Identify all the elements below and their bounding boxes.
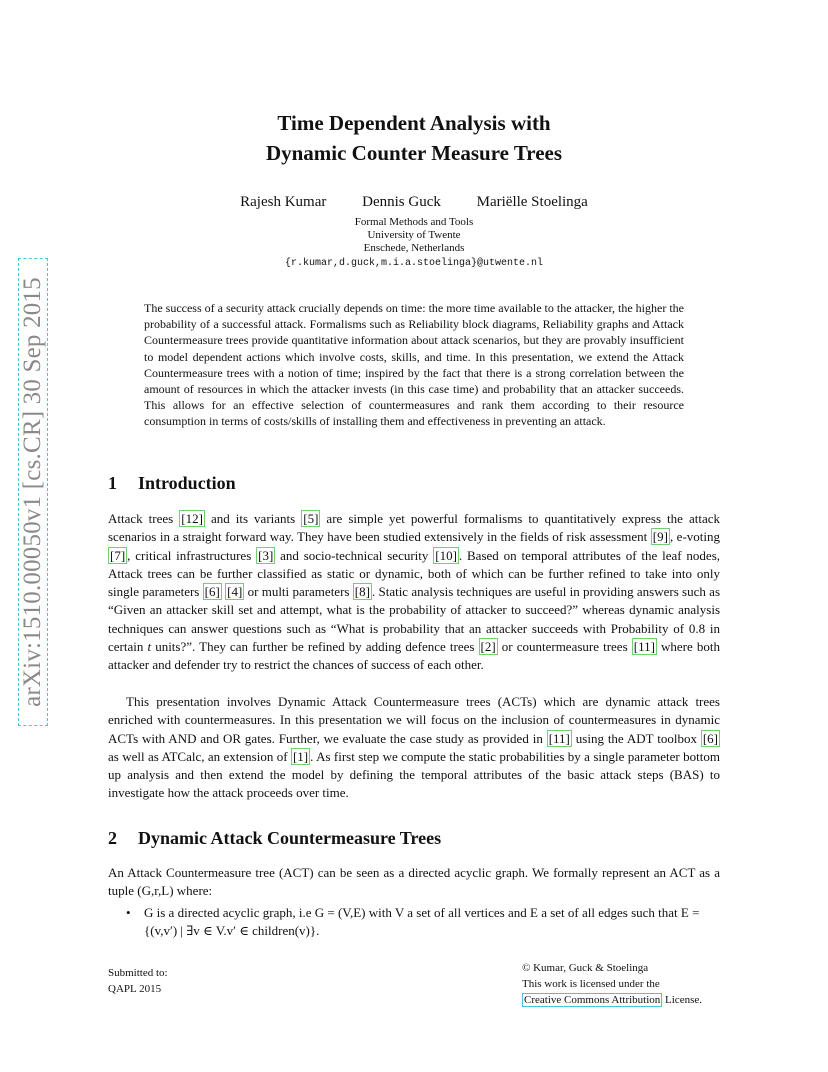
license-note — [522, 960, 702, 1008]
citation-link[interactable]: [10] — [435, 547, 457, 563]
author-name: Rajesh Kumar — [240, 194, 327, 210]
text: using the ADT toolbox — [571, 730, 701, 746]
citation-link[interactable]: [4] — [227, 584, 243, 600]
submitted-label: Submitted to: — [108, 967, 168, 979]
copyright: © Kumar, Guck & Stoelinga — [522, 962, 649, 974]
author-name: Mariëlle Stoelinga — [476, 194, 588, 210]
section-number: 2 — [108, 828, 117, 848]
citation-link[interactable]: [5] — [303, 511, 319, 526]
act-paragraph: An Attack Countermeasure tree (ACT) can be seen as a directed acyclic graph. We formally represent an ACT as a tuple (G,r,L) where: — [108, 865, 720, 899]
paper-title-line-2: Dynamic Counter Measure Trees — [265, 141, 563, 165]
list-item-text: G is a directed acyclic graph, i.e G = (V,E) with V a set of all vertices and E a set of all edges such that E = {(v,v′) | ∃v ∈ V.v′ ∈ children(v)}. — [144, 905, 700, 939]
intro-paragraph-1 — [108, 510, 720, 675]
affiliation-university: University of Twente — [367, 229, 461, 241]
citation-link[interactable]: [12] — [181, 511, 203, 526]
text: Attack trees — [108, 511, 180, 526]
text: or multi parameters — [244, 584, 353, 600]
submission-note — [108, 965, 168, 997]
affiliation-group: Formal Methods and Tools — [354, 216, 474, 228]
venue: QAPL 2015 — [108, 983, 162, 995]
section-number: 1 — [108, 473, 117, 493]
license-suffix: License. — [662, 994, 702, 1006]
intro-paragraph-2 — [108, 693, 720, 803]
text: or countermeasure trees — [497, 639, 632, 655]
citation-link[interactable]: [6] — [204, 584, 220, 600]
text: , e-voting — [669, 529, 720, 545]
citation-link[interactable]: [9] — [652, 529, 668, 545]
citation-link[interactable]: [1] — [292, 748, 309, 764]
section-2-heading — [108, 826, 441, 850]
text: are simple yet powerful formalisms to quantitatively express the attack scenarios in a straight forward way. They have been studied extensively in the fields of risk assessment — [108, 511, 720, 545]
license-line — [522, 992, 702, 1008]
text: where both attacker and defender try to restrict the chances of success of each other. — [108, 639, 720, 673]
citation-link[interactable]: [11] — [548, 730, 570, 746]
license-link[interactable]: Creative Commons Attribution — [524, 994, 661, 1006]
paper-title-line-1: Time Dependent Analysis with — [277, 111, 551, 135]
citation-link[interactable]: [11] — [633, 639, 655, 655]
citation-link[interactable]: [8] — [354, 584, 370, 600]
license-text: This work is licensed under the — [522, 978, 660, 990]
author-name: Dennis Guck — [362, 194, 441, 210]
section-title: Dynamic Attack Countermeasure Trees — [138, 828, 442, 848]
bullet-icon: • — [126, 905, 131, 920]
section-1-heading — [108, 471, 236, 495]
arxiv-identifier: arXiv:1510.00050v1 [cs.CR] 30 Sep 2015 — [19, 277, 46, 707]
section-title: Introduction — [138, 473, 236, 493]
citation-link[interactable]: [7] — [110, 547, 126, 563]
text: as well as ATCalc, an extension of — [108, 748, 291, 764]
author-emails: {r.kumar,d.guck,m.i.a.stoelinga}@utwente.nl — [284, 258, 544, 269]
text: . As first step we compute the static probabilities by a single parameter bottom up analysis and then extend the model by defining the temporal attributes of the basic attack steps (BAS) to investigate how the attack proceeds over time. — [108, 748, 720, 801]
citation-link[interactable]: [2] — [480, 639, 496, 655]
list-item — [126, 904, 720, 941]
math-variable: t — [147, 639, 152, 655]
citation-link[interactable]: [6] — [702, 730, 718, 746]
text: This presentation involves Dynamic Attack Countermeasure trees (ACTs) which are dynamic attack trees enriched with countermeasures. In this presentation we will focus on the inclusion of countermeasures in dynamic ACTs with AND and OR gates. Further, we evaluate the case study as provided in — [108, 694, 720, 746]
abstract: The success of a security attack crucially depends on time: the more time available to the attacker, the higher the probability of a successful attack. Formalisms such as Reliability block diagrams, Reliability graphs and Attack Countermeasure trees provide quantitative information about attack scenarios, but they are provably insufficient to model dependent actions which involve costs, skills, and time. In this presentation, we extend the Attack Countermeasure trees with a notion of time; inspired by the fact that there is a strong correlation between the amount of resources in which the attacker invests (in this case time) and probability that an attacker succeeds. This allows for an effective selection of countermeasures and rank them according to their resource consumption in terms of costs/skills of installing them and effectiveness in preventing an attack. — [144, 301, 684, 429]
citation-link[interactable]: [3] — [258, 547, 274, 563]
text: units?”. They can further be refined by adding defence trees — [151, 639, 479, 655]
author-list — [0, 192, 828, 212]
affiliation-location: Enschede, Netherlands — [363, 242, 465, 254]
text: , critical infrastructures — [127, 547, 257, 563]
text: and its variants — [204, 511, 302, 526]
text: . Based on temporal attributes of the leaf nodes, Attack trees can be further classified as static or dynamic, both of which can be further refined to take into only single parameters — [108, 547, 721, 600]
text: and socio-technical security — [275, 547, 434, 563]
text: . Static analysis techniques are useful in providing answers such as “Given an attacker skill set and attempt, what is the probability of attacker to succeed?” whereas dynamic analysis techniques can answer questions such as “What is probability that an attacker succeeds with Probability of 0.8 in certain — [108, 584, 721, 655]
